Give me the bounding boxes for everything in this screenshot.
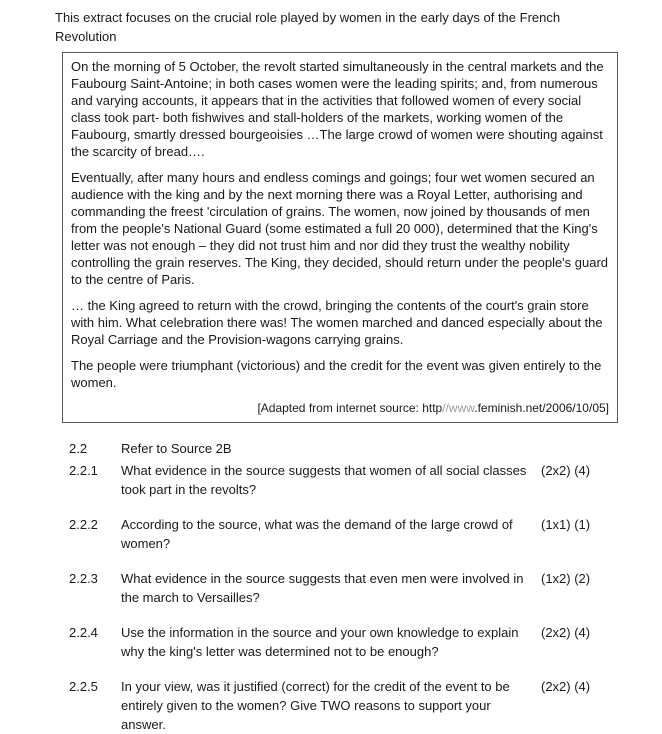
source-paragraph-3: … the King agreed to return with the crowd, bringing the contents of the court's grain store with him. What celebration there was! The women marched and danced especially about the Royal Carriage and the Provision-wagons carrying grains.: [71, 298, 603, 347]
source-box: [62, 52, 618, 423]
question-section-row: [69, 439, 625, 458]
attribution-prefix: [Adapted from internet source: http: [257, 401, 443, 415]
question-row-2-2-3: [69, 569, 625, 607]
source-paragraph-1: On the morning of 5 October, the revolt started simultaneously in the central markets and the Faubourg Saint-Antoine; in both cases women were the leading spirits; and, from numerous and varying accounts, it appears that in the activities that followed women of every social class took part- both fishwives and stall-holders of the markets, working women of the Faubourg, smartly dressed bourgeoisies …The large crowd of women were shouting against the scarcity of bread….: [71, 59, 604, 159]
question-number: 2.2.3: [69, 571, 98, 586]
question-text: What evidence in the source suggests that even men were involved in the march to Versailles?: [121, 571, 524, 605]
intro-text: This extract focuses on the crucial role played by women in the early days of the French Revolution: [55, 10, 561, 44]
source-attribution: [71, 400, 609, 417]
question-text: According to the source, what was the demand of the large crowd of women?: [121, 517, 513, 551]
question-marks: (2x2) (4): [541, 625, 591, 640]
attribution-suffix: .feminish.net/2006/10/05]: [474, 401, 609, 415]
question-text: Use the information in the source and your own knowledge to explain why the king's letter was determined not to be enough?: [121, 625, 519, 659]
question-number: 2.2.2: [69, 517, 98, 532]
question-section-text: Refer to Source 2B: [121, 441, 232, 456]
source-paragraph-4: The people were triumphant (victorious) and the credit for the event was given entirely to the women.: [71, 358, 602, 390]
question-section-number: 2.2: [69, 441, 88, 456]
question-number: 2.2.5: [69, 679, 98, 694]
question-row-2-2-5: [69, 677, 625, 734]
question-row-2-2-2: [69, 515, 625, 553]
questions-section: [55, 439, 625, 734]
question-number: 2.2.4: [69, 625, 98, 640]
question-marks: (1x2) (2): [541, 571, 591, 586]
source-paragraph-2: Eventually, after many hours and endless comings and goings; four wet women secured an audience with the king and by the next morning there was a Royal Letter, authorising and commanding the freest 'circulation of grains. The women, now joined by thousands of men from the people's National Guard (some estimated a full 20 000), determined that the King's letter was not enough – they did not trust him and nor did they trust the wealthy nobility controlling the grain reserves. The King, they decided, should return under the people's guard to the centre of Paris.: [71, 170, 609, 287]
question-row-2-2-4: [69, 623, 625, 661]
question-text: What evidence in the source suggests that women of all social classes took part in the revolts?: [121, 463, 527, 497]
question-marks: (2x2) (4): [541, 679, 591, 694]
question-marks: (1x1) (1): [541, 517, 591, 532]
question-text: In your view, was it justified (correct) for the credit of the event to be entirely given to the women? Give TWO reasons to support your answer.: [121, 679, 510, 732]
question-row-2-2-1: [69, 461, 625, 499]
question-marks: (2x2) (4): [541, 463, 591, 478]
attribution-www: //www: [442, 401, 475, 415]
question-number: 2.2.1: [69, 463, 98, 478]
